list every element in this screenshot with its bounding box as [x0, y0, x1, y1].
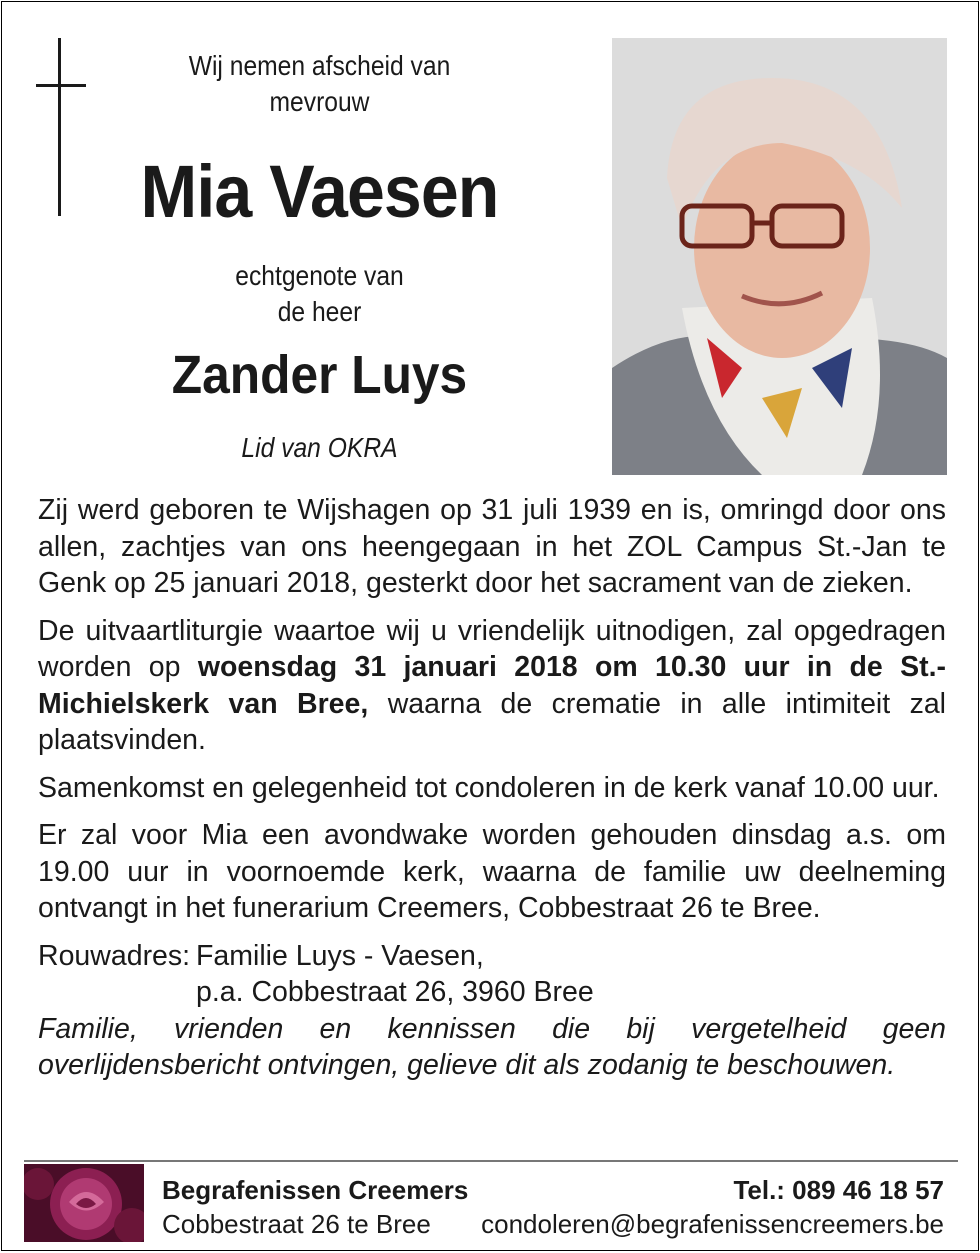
- intro-text: [119, 48, 519, 120]
- rose-image: [24, 1164, 144, 1242]
- address-lines: [196, 938, 594, 1011]
- funeral-home-email[interactable]: condoleren@begrafenissencreemers.be: [481, 1209, 944, 1239]
- cross-icon: [36, 38, 86, 216]
- spouse-intro-line-1: echtgenote van: [235, 260, 404, 291]
- funeral-date-location: woensdag 31 januari 2018 om 10.30 uur in de St.-Michielskerk van Bree,: [38, 651, 946, 720]
- funeral-text-start: De uitvaartliturgie waartoe wij u vriendelijk uitnodigen, zal opgedragen worden op: [38, 614, 946, 683]
- footer-divider: [24, 1160, 958, 1162]
- intro-line-2: mevrouw: [269, 86, 370, 117]
- funeral-home-name: Begrafenissen Creemers: [162, 1175, 469, 1205]
- membership: Lid van OKRA: [241, 432, 398, 463]
- address-label: Rouwadres:: [38, 939, 191, 972]
- funeral-home-address: Cobbestraat 26 te Bree: [162, 1209, 431, 1239]
- wake-paragraph: Er zal voor Mia een avondwake worden gehouden dinsdag a.s. om 19.00 uur in voornoemde kerk, waarna de familie uw deelneming ontvangt in het funerarium Creemers, Cobbestraat 26 te Bree.: [38, 819, 946, 924]
- spouse-name: Zander Luys: [171, 345, 468, 405]
- closing-note: Familie, vrienden en kennissen die bij vergetelheid geen overlijdensbericht ontvingen, gelieve dit als zodanig te beschouwen.: [38, 1012, 946, 1081]
- address-line-2: p.a. Cobbestraat 26, 3960 Bree: [196, 976, 594, 1008]
- birth-death-paragraph: Zij werd geboren te Wijshagen op 31 juli 1939 en is, omringd door ons allen, zachtjes van ons heengegaan in het ZOL Campus St.-Jan te Genk op 25 januari 2018, gesterkt door het sacrament van de zieken.: [38, 494, 946, 599]
- address-line-1: Familie Luys - Vaesen,: [196, 939, 484, 972]
- intro-line-1: Wij nemen afscheid van: [188, 50, 451, 81]
- spouse-intro: [119, 258, 519, 330]
- funeral-home-phone: Tel.: 089 46 18 57: [733, 1175, 944, 1205]
- funeral-text-end: waarna de crematie in alle intimiteit zal plaatsvinden.: [38, 687, 947, 756]
- obituary-body: [38, 492, 946, 1095]
- portrait-photo: [612, 38, 947, 475]
- funeral-paragraph: [38, 613, 946, 759]
- condolence-paragraph: Samenkomst en gelegenheid tot condoleren in de kerk vanaf 10.00 uur.: [38, 771, 940, 804]
- deceased-name: Mia Vaesen: [140, 150, 499, 233]
- obituary-card: [1, 1, 979, 1251]
- mourning-address: [38, 938, 946, 1011]
- spouse-intro-line-2: de heer: [277, 296, 362, 327]
